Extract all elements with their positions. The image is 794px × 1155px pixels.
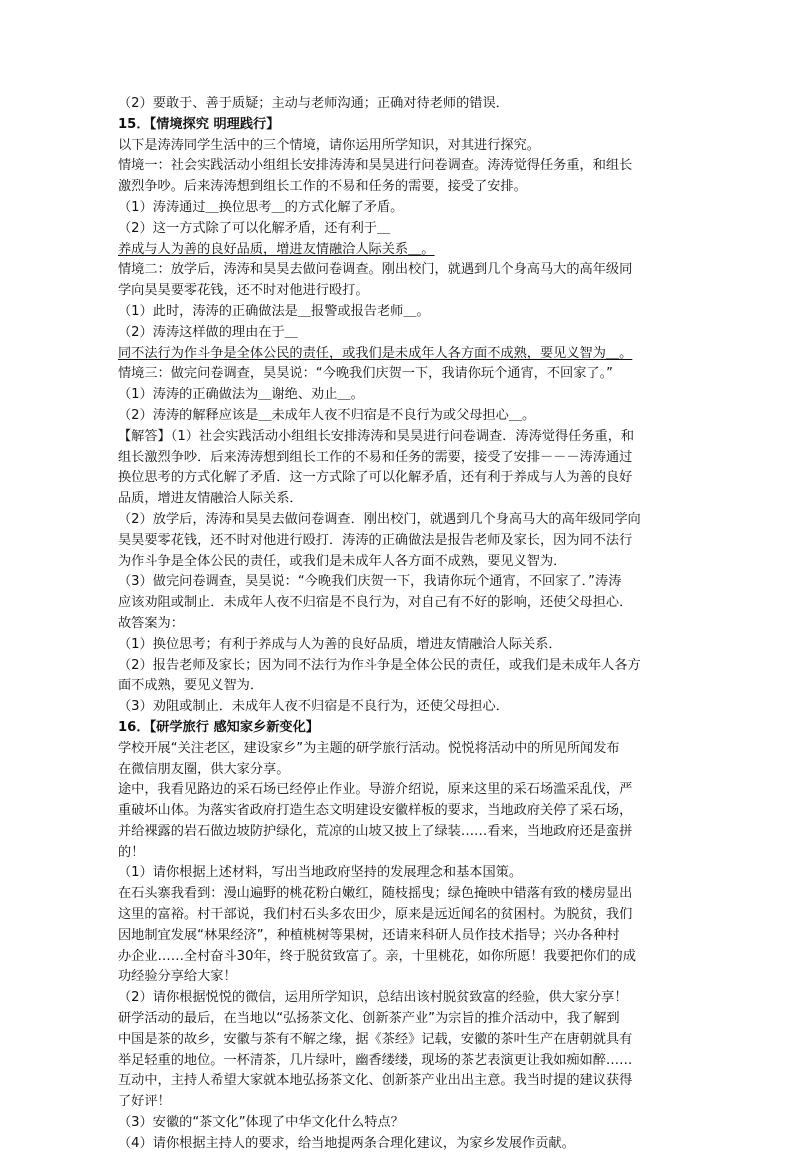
text-line: （1）此时，涛涛的正确做法是＿报警或报告老师＿。 <box>118 303 430 319</box>
text-line: 功经验分享给大家！ <box>118 969 237 985</box>
text-line: 重破坏山体。为落实省政府打造生态文明建设安徽样板的要求，当地政府关停了采石场， <box>118 803 633 819</box>
text-line: 的！ <box>118 844 145 860</box>
text-line: 并给裸露的岩石做边坡防护绿化，荒凉的山坡又披上了绿装……看来，当地政府还是蛮拼 <box>118 823 633 839</box>
text-line: 故答案为： <box>118 615 184 631</box>
text-line: 品质，增进友情融洽人际关系． <box>118 491 303 507</box>
text-line: 办企业……全村奋斗30年，终于脱贫致富了。亲，十里桃花，如你所愿！我要把你们的成 <box>118 948 636 964</box>
text-line: 了好评！ <box>118 1094 171 1110</box>
text-line: 同不法行为作斗争是全体公民的责任，或我们是未成年人各方面不成熟，要见义智为＿。 <box>118 345 633 361</box>
text-line: 【解答】（1）社会实践活动小组组长安排涛涛和昊昊进行问卷调查．涛涛觉得任务重，和 <box>118 428 635 444</box>
text-line: 情境二：放学后，涛涛和昊昊去做问卷调查。刚出校门，就遇到几个身高马大的高年级同 <box>118 262 633 278</box>
text-line: 中国是茶的故乡，安徽与茶有不解之缘，据《茶经》记载，安徽的茶叶生产在唐朝就具有 <box>118 1031 633 1047</box>
text-line: （3）安徽的“茶文化”体现了中华文化什么特点？ <box>118 1115 404 1131</box>
text-line: （2）涛涛的解释应该是＿未成年人夜不归宿是不良行为或父母担心＿。 <box>118 407 536 423</box>
text-line: 举足轻重的地位。一杯清茶，几片绿叶，幽香缕缕，现场的茶艺表演更让我如痴如醉…… <box>118 1052 633 1068</box>
text-line: （2）放学后，涛涛和昊昊去做问卷调查．刚出校门，就遇到几个身高马大的高年级同学向 <box>118 511 641 527</box>
text-line: 激烈争吵。后来涛涛想到组长工作的不易和任务的需要，接受了安排。 <box>118 179 527 195</box>
text-line: 情境三：做完问卷调查，昊昊说：“今晚我们庆贺一下，我请你玩个通宵，不回家了。” <box>118 366 613 382</box>
text-line: 以下是涛涛同学生活中的三个情境，请你运用所学知识，对其进行探究。 <box>118 137 540 153</box>
text-line: 面不成熟，要见义智为． <box>118 678 264 694</box>
text-line: （2）涛涛这样做的理由在于＿ <box>118 324 298 340</box>
text-line: 学向昊昊要零花钱，还不时对他进行殴打。 <box>118 283 369 299</box>
text-line: 应该劝阻或制止．未成年人夜不归宿是不良行为，对自己有不好的影响，还使父母担心． <box>118 595 633 611</box>
text-line: 在微信朋友圈，供大家分享。 <box>118 761 290 777</box>
question-heading: 16．【研学旅行 感知家乡新变化】 <box>118 719 319 735</box>
text-line: （3）劝阻或制止．未成年人夜不归宿是不良行为，还使父母担心． <box>118 699 509 715</box>
text-line: （2）要敢于、善于质疑；主动与老师沟通；正确对待老师的错误． <box>118 96 509 111</box>
text-line: （1）涛涛的正确做法为＿谢绝、劝止＿。 <box>118 387 364 403</box>
document-body <box>118 94 678 1155</box>
text-line: （2）这一方式除了可以化解矛盾，还有利于＿ <box>118 220 391 236</box>
text-line: 在石头寨我看到：漫山遍野的桃花粉白嫩红，随枝摇曳；绿色掩映中错落有致的楼房显出 <box>118 886 633 902</box>
text-line: 为作斗争是全体公民的责任，或我们是未成年人各方面不成熟，要见义智为． <box>118 553 567 569</box>
text-line: （4）请你根据主持人的要求，给当地提两条合理化建议，为家乡发展作贡献。 <box>118 1135 575 1151</box>
text-line: 换位思考的方式化解了矛盾．这一方式除了可以化解矛盾，还有利于养成与人为善的良好 <box>118 470 633 486</box>
text-line: （2）报告老师及家长；因为同不法行为作斗争是全体公民的责任，或我们是未成年人各方 <box>118 657 641 673</box>
text-line: （2）请你根据悦悦的微信，运用所学知识，总结出该村脱贫致富的经验，供大家分享！ <box>118 990 628 1006</box>
text-line: （1）涛涛通过＿换位思考＿的方式化解了矛盾。 <box>118 199 404 215</box>
text-line: 途中，我看见路边的采石场已经停止作业。导游介绍说，原来这里的采石场滥采乱伐，严 <box>118 782 633 798</box>
text-line: 这里的富裕。村干部说，我们村石头多农田少，原来是远近闻名的贫困村。为脱贫，我们 <box>118 907 633 923</box>
text-line: 养成与人为善的良好品质，增进友情融洽人际关系＿。 <box>118 241 435 257</box>
text-line: 研学活动的最后，在当地以“弘扬茶文化、创新茶产业”为宗旨的推介活动中，我了解到 <box>118 1011 620 1027</box>
question-heading: 15．【情境探究 明理践行】 <box>118 116 280 132</box>
text-line: 学校开展“关注老区，建设家乡”为主题的研学旅行活动。悦悦将活动中的所见所闻发布 <box>118 740 620 756</box>
text-line: 互动中，主持人希望大家就本地弘扬茶文化、创新茶产业出出主意。我当时提的建议获得 <box>118 1073 633 1089</box>
text-line: （3）做完问卷调查，昊昊说：“今晚我们庆贺一下，我请你玩个通宵，不回家了．”涛涛 <box>118 574 622 590</box>
text-line: 昊昊要零花钱，还不时对他进行殴打．涛涛的正确做法是报告老师及家长，因为同不法行 <box>118 532 633 548</box>
text-line: 情境一：社会实践活动小组组长安排涛涛和昊昊进行问卷调查。涛涛觉得任务重，和组长 <box>118 158 633 174</box>
text-line: 因地制宜发展“林果经济”，种植桃树等果树，还请来科研人员作技术指导；兴办各种村 <box>118 927 620 943</box>
text-line: 组长激烈争吵．后来涛涛想到组长工作的不易和任务的需要，接受了安排－－－涛涛通过 <box>118 449 633 465</box>
text-line: （1）请你根据上述材料，写出当地政府坚持的发展理念和基本国策。 <box>118 865 523 881</box>
text-line: （1）换位思考；有利于养成与人为善的良好品质，增进友情融洽人际关系． <box>118 636 562 652</box>
